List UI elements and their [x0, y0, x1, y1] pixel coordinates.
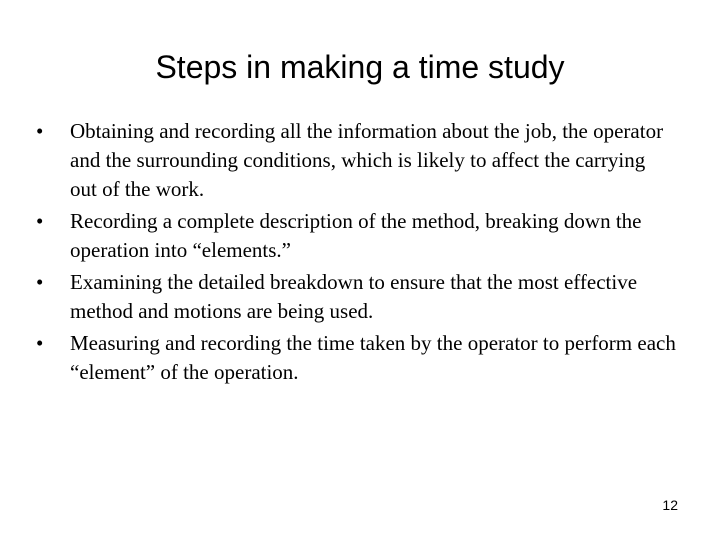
bullet-icon: •: [36, 331, 44, 355]
bullet-icon: •: [36, 209, 44, 233]
bullet-text: Recording a complete description of the method, breaking down the operation into “elements.”: [70, 209, 642, 262]
bullet-icon: •: [36, 119, 44, 143]
bullet-text: Examining the detailed breakdown to ensure that the most effective method and motions are being used.: [70, 270, 638, 323]
bullet-item: [36, 268, 676, 326]
bullet-text: Measuring and recording the time taken by the operator to perform each “element” of the operation.: [70, 331, 676, 384]
bullet-item: [36, 329, 676, 387]
bullet-item: [36, 207, 676, 265]
slide-title: Steps in making a time study: [155, 49, 565, 85]
bullet-item: [36, 117, 676, 204]
bullet-icon: •: [36, 270, 44, 294]
page-number: 12: [662, 497, 678, 513]
bullet-list: [36, 117, 676, 390]
bullet-text: Obtaining and recording all the information about the job, the operator and the surrounding conditions, which is likely to affect the carrying out of the work.: [70, 119, 664, 201]
